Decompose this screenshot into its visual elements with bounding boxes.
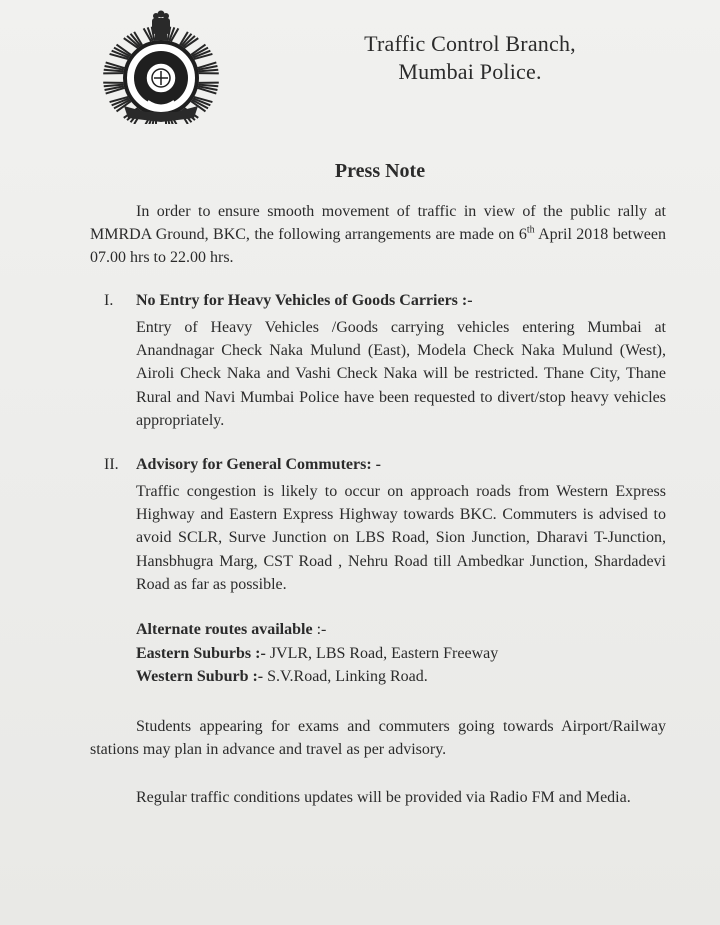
eastern-suburbs-value: JVLR, LBS Road, Eastern Freeway xyxy=(265,645,499,662)
eastern-suburbs-label: Eastern Suburbs :- xyxy=(136,645,266,662)
header-line-1: Traffic Control Branch, xyxy=(364,31,576,56)
section-2-heading: Advisory for General Commuters: - xyxy=(136,456,381,473)
traffic-updates-paragraph: Regular traffic conditions updates will be provided via Radio FM and Media. xyxy=(136,789,631,806)
issuing-office-header xyxy=(300,30,640,86)
western-suburb-value: S.V.Road, Linking Road. xyxy=(263,668,428,685)
intro-text-part-2: April 2018 between 07.00 hrs to 22.00 hrs. xyxy=(90,226,666,266)
section-1-numeral: I. xyxy=(104,292,114,309)
header-line-2: Mumbai Police. xyxy=(398,59,542,84)
intro-ordinal-suffix: th xyxy=(526,224,535,236)
western-suburb-route xyxy=(136,668,428,686)
western-suburb-label: Western Suburb :- xyxy=(136,668,264,685)
eastern-suburbs-route xyxy=(136,645,498,663)
alternate-routes-label: Alternate routes available xyxy=(136,621,313,638)
alternate-routes-suffix: :- xyxy=(312,621,327,638)
students-advisory-paragraph: Students appearing for exams and commuters going towards Airport/Railway stations may plan in advance and travel as per advisory. xyxy=(90,718,666,758)
mumbai-police-seal-logo xyxy=(96,6,226,124)
press-note-title: Press Note xyxy=(334,160,426,182)
section-2-numeral: II. xyxy=(104,456,119,473)
section-2-body: Traffic congestion is likely to occur on approach roads from Western Express Highway and Eastern Express Highway towards BKC. Commuters is advised to avoid SCLR, Surve Junction on LBS Road, Sion Junction, Dharavi T-Junction, Hansbhugra Marg, CST Road , Nehru Road till Ambedkar Junction, Shardadevi Road as far as possible. xyxy=(136,483,666,593)
intro-text-part-1: In order to ensure smooth movement of traffic in view of the public rally at MMRDA Ground, BKC, the following arrangements are made on 6 xyxy=(90,203,666,243)
intro-paragraph xyxy=(90,200,666,269)
alternate-routes-heading xyxy=(136,621,326,639)
section-1-body: Entry of Heavy Vehicles /Goods carrying vehicles entering Mumbai at Anandnagar Check Naka Mulund (East), Modela Check Naka Mulund (West), Airoli Check Naka and Vashi Check Naka will be restricted. Thane City, Thane Rural and Navi Mumbai Police have been requested to divert/stop heavy vehicles appropriately. xyxy=(136,319,666,429)
section-1-heading: No Entry for Heavy Vehicles of Goods Carriers :- xyxy=(136,292,473,309)
